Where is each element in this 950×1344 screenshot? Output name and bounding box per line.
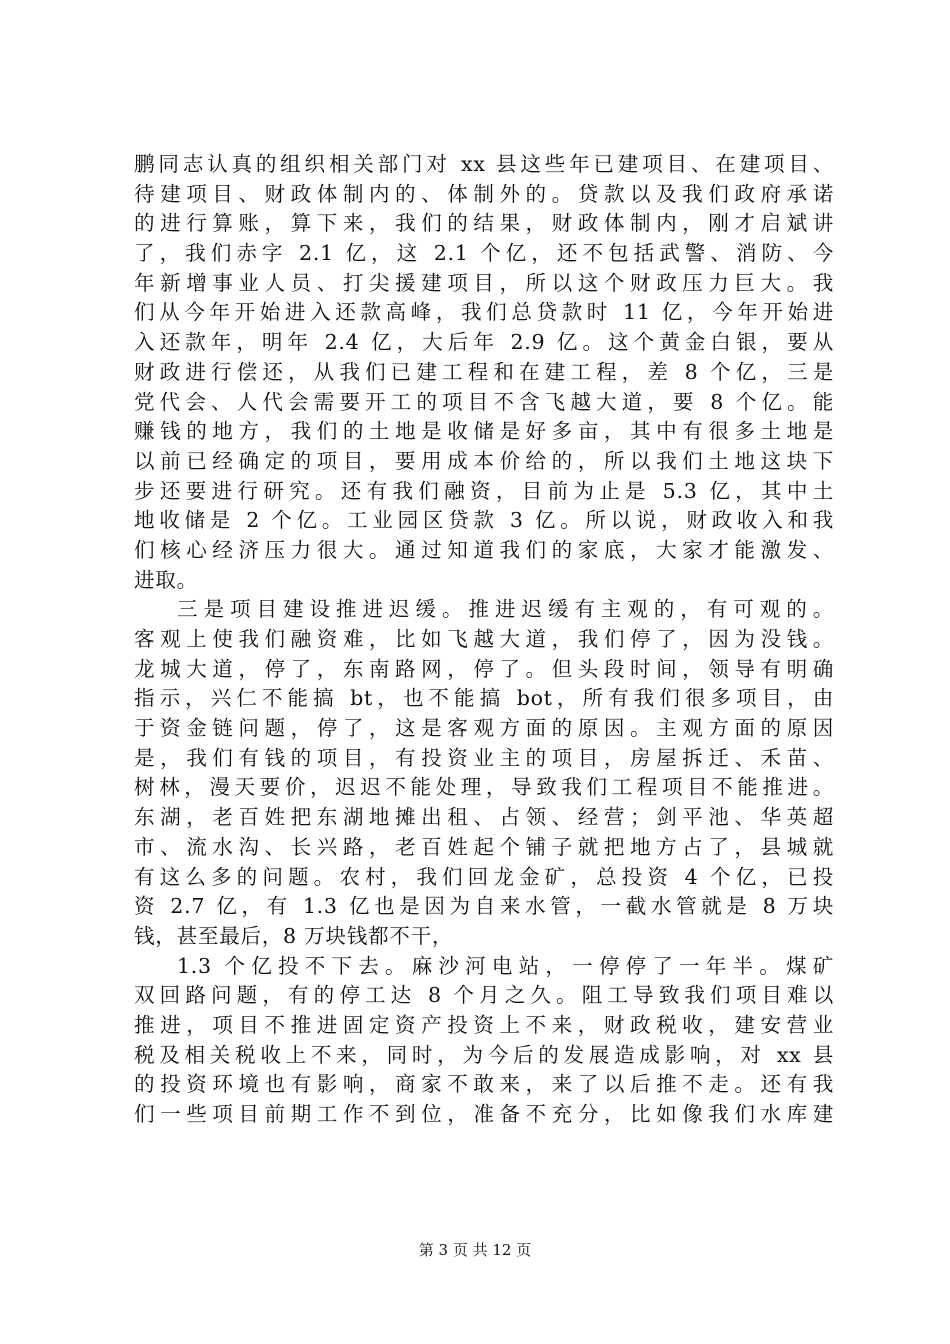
text-line: 税及相关税收上不来，同时，为今后的发展造成影响，对 xx 县 — [134, 1042, 834, 1067]
paragraph-first-line: 三是项目建设推进迟缓。推进迟缓有主观的，有可观的。 — [177, 597, 834, 622]
text-line: 进取。 — [134, 567, 198, 592]
text-line: 东湖，老百姓把东湖地摊出租、占领、经营；剑平池、华英超 — [134, 805, 834, 830]
text-line: 财政进行偿还，从我们已建工程和在建工程，差 8 个亿，三是 — [134, 359, 834, 384]
page-number-footer: 第 3 页 共 12 页 — [418, 1241, 532, 1259]
text-line: 的进行算账，算下来，我们的结果，财政体制内，刚才启斌讲 — [134, 211, 834, 236]
text-line: 地收储是 2 个亿。工业园区贷款 3 亿。所以说，财政收入和我 — [134, 508, 834, 533]
text-line: 步还要进行研究。还有我们融资，目前为止是 5.3 亿，其中土 — [134, 478, 834, 503]
text-line: 客观上使我们融资难，比如飞越大道，我们停了，因为没钱。 — [134, 627, 834, 651]
text-line: 有这么多的问题。农村，我们回龙金矿，总投资 4 个亿，已投 — [134, 864, 834, 889]
text-line: 待建项目、财政体制内的、体制外的。贷款以及我们政府承诺 — [134, 181, 834, 206]
text-line: 入还款年，明年 2.4 亿，大后年 2.9 亿。这个黄金白银，要从 — [134, 330, 834, 355]
text-line: 们从今年开始进入还款高峰，我们总贷款时 11 亿，今年开始进 — [134, 300, 834, 325]
text-line: 以前已经确定的项目，要用成本价给的，所以我们土地这块下 — [134, 448, 834, 473]
text-line: 推进，项目不推进固定资产投资上不来，财政税收，建安营业 — [134, 1012, 834, 1037]
text-line: 树林，漫天要价，迟迟不能处理，导致我们工程项目不能推进。 — [134, 775, 834, 800]
document-body — [134, 150, 834, 1130]
text-line: 们核心经济压力很大。通过知道我们的家底，大家才能激发、 — [134, 537, 834, 562]
text-line: 于资金链问题，停了，这是客观方面的原因。主观方面的原因 — [134, 716, 834, 741]
text-line: 年新增事业人员、打尖援建项目，所以这个财政压力巨大。我 — [134, 270, 834, 295]
text-line: 们一些项目前期工作不到位，准备不充分，比如像我们水库建 — [134, 1102, 834, 1126]
paragraph-first-line: 1.3 个亿投不下去。麻沙河电站，一停停了一年半。煤矿 — [177, 953, 834, 978]
text-line: 的投资环境也有影响，商家不敢来，来了以后推不走。还有我 — [134, 1072, 834, 1097]
text-line: 龙城大道，停了，东南路网，停了。但头段时间，领导有明确 — [134, 656, 834, 681]
text-line: 资 2.7 亿，有 1.3 亿也是因为自来水管，一截水管就是 8 万块 — [134, 894, 834, 919]
text-line: 党代会、人代会需要开工的项目不含飞越大道，要 8 个亿。能 — [134, 389, 834, 414]
text-line: 是，我们有钱的项目，有投资业主的项目，房屋拆迁、禾苗、 — [134, 745, 834, 770]
text-line: 市、流水沟、长兴路，老百姓起个铺子就把地方占了，县城就 — [134, 834, 834, 859]
text-line: 鹏同志认真的组织相关部门对 xx 县这些年已建项目、在建项目、 — [134, 152, 834, 176]
text-line: 指示，兴仁不能搞 bt，也不能搞 bot，所有我们很多项目，由 — [134, 686, 834, 711]
text-line: 双回路问题，有的停工达 8 个月之久。阻工导致我们项目难以 — [134, 983, 834, 1008]
text-line: 钱，甚至最后，8 万块钱都不干， — [134, 923, 454, 948]
text-line: 了，我们赤字 2.1 亿，这 2.1 个亿，还不包括武警、消防、今 — [134, 241, 834, 266]
text-line: 赚钱的地方，我们的土地是收储是好多亩，其中有很多土地是 — [134, 419, 834, 444]
